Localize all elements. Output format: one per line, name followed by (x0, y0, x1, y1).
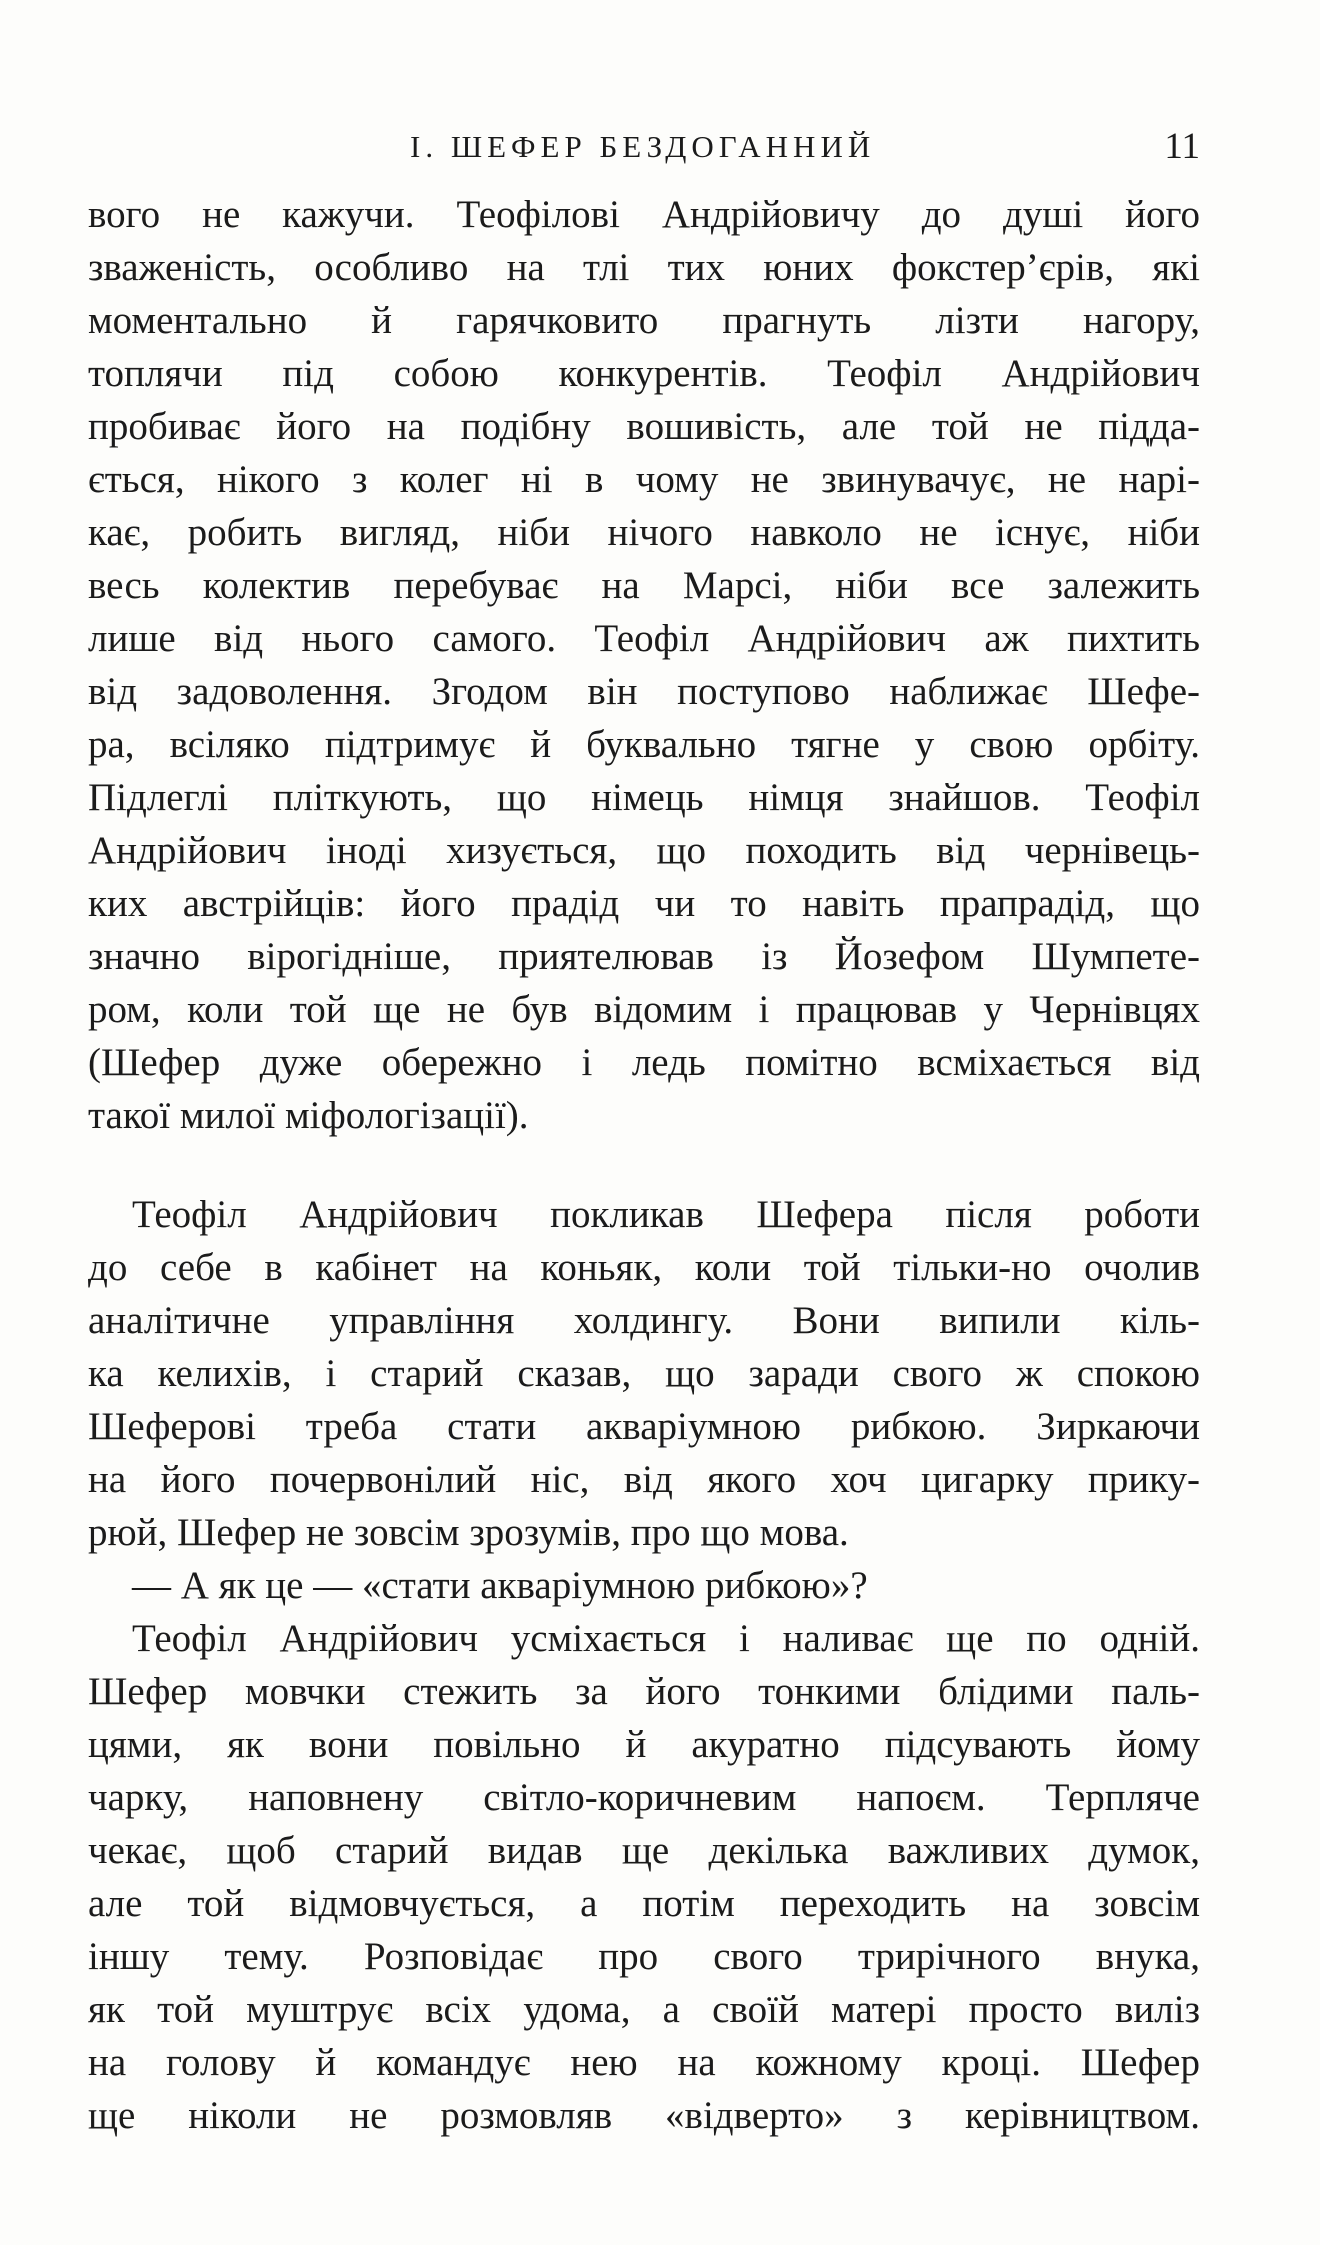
text-line: ка келихів, і старий сказав, що заради свого ж спокою (88, 1352, 1200, 1395)
text-line: пробиває його на подібну вошивість, але той не підда- (88, 405, 1200, 448)
text-line: аналітичне управління холдингу. Вони випили кіль- (88, 1299, 1200, 1342)
text-line: від задоволення. Згодом він поступово наближає Шефе- (88, 670, 1200, 713)
text-line: ра, всіляко підтримує й буквально тягне у свою орбіту. (88, 723, 1200, 766)
text-line: Шефер мовчки стежить за його тонкими блідими паль- (88, 1670, 1200, 1713)
running-title: І. ШЕФЕР БЕЗДОГАННИЙ (410, 129, 876, 164)
text-line: ром, коли той ще не був відомим і працював у Чернівцях (88, 988, 1200, 1031)
text-line: Шеферові треба стати акваріумною рибкою. Зиркаючи (88, 1405, 1200, 1448)
text-line: цями, як вони повільно й акуратно підсувають йому (88, 1723, 1200, 1766)
text-line: Теофіл Андрійович покликав Шефера після роботи (132, 1193, 1200, 1236)
text-line: але той відмовчується, а потім переходить на зовсім (88, 1882, 1200, 1925)
text-line: чарку, наповнену світло-коричневим напоєм. Терпляче (88, 1776, 1200, 1819)
text-line: на голову й командує нею на кожному кроці. Шефер (88, 2041, 1200, 2084)
text-line: як той муштрує всіх удома, а своїй матері просто виліз (88, 1988, 1200, 2031)
text-line: весь колектив перебуває на Марсі, ніби все залежить (88, 564, 1200, 607)
text-line: (Шефер дуже обережно і ледь помітно всміхається від (88, 1041, 1200, 1084)
text-line: зваженість, особливо на тлі тих юних фокстер’єрів, які (88, 246, 1200, 289)
text-line: ється, нікого з колег ні в чому не звинувачує, не нарі- (88, 458, 1200, 501)
text-line: чекає, щоб старий видав ще декілька важливих думок, (88, 1829, 1200, 1872)
text-line: лише від нього самого. Теофіл Андрійович аж пихтить (88, 617, 1200, 660)
text-line: значно вірогідніше, приятелював із Йозефом Шумпете- (88, 935, 1200, 978)
dialogue-line: — А як це — «стати акваріумною рибкою»? (132, 1564, 868, 1607)
text-line: топлячи під собою конкурентів. Теофіл Андрійович (88, 352, 1200, 395)
text-line: Андрійович іноді хизується, що походить від чернівець- (88, 829, 1200, 872)
text-line: рюй, Шефер не зовсім зрозумів, про що мова. (88, 1511, 849, 1554)
text-line: іншу тему. Розповідає про свого трирічного внука, (88, 1935, 1200, 1978)
page-number: 11 (1164, 126, 1200, 167)
text-line: до себе в кабінет на коньяк, коли той тільки-но очолив (88, 1246, 1200, 1289)
text-line: такої милої міфологізації). (88, 1094, 529, 1137)
text-line: ще ніколи не розмовляв «відверто» з керівництвом. (88, 2094, 1200, 2137)
text-line: ких австрійців: його прадід чи то навіть прапрадід, що (88, 882, 1200, 925)
running-head (88, 122, 1200, 172)
text-line: кає, робить вигляд, ніби нічого навколо не існує, ніби (88, 511, 1200, 554)
text-line: вого не кажучи. Теофілові Андрійовичу до душі його (88, 193, 1200, 236)
text-line: на його почервонілий ніс, від якого хоч цигарку прику- (88, 1458, 1200, 1501)
text-line: Теофіл Андрійович усміхається і наливає ще по одній. (132, 1617, 1200, 1660)
text-line: моментально й гарячковито прагнуть лізти нагору, (88, 299, 1200, 342)
text-line: Підлеглі пліткують, що німець німця знайшов. Теофіл (88, 776, 1200, 819)
